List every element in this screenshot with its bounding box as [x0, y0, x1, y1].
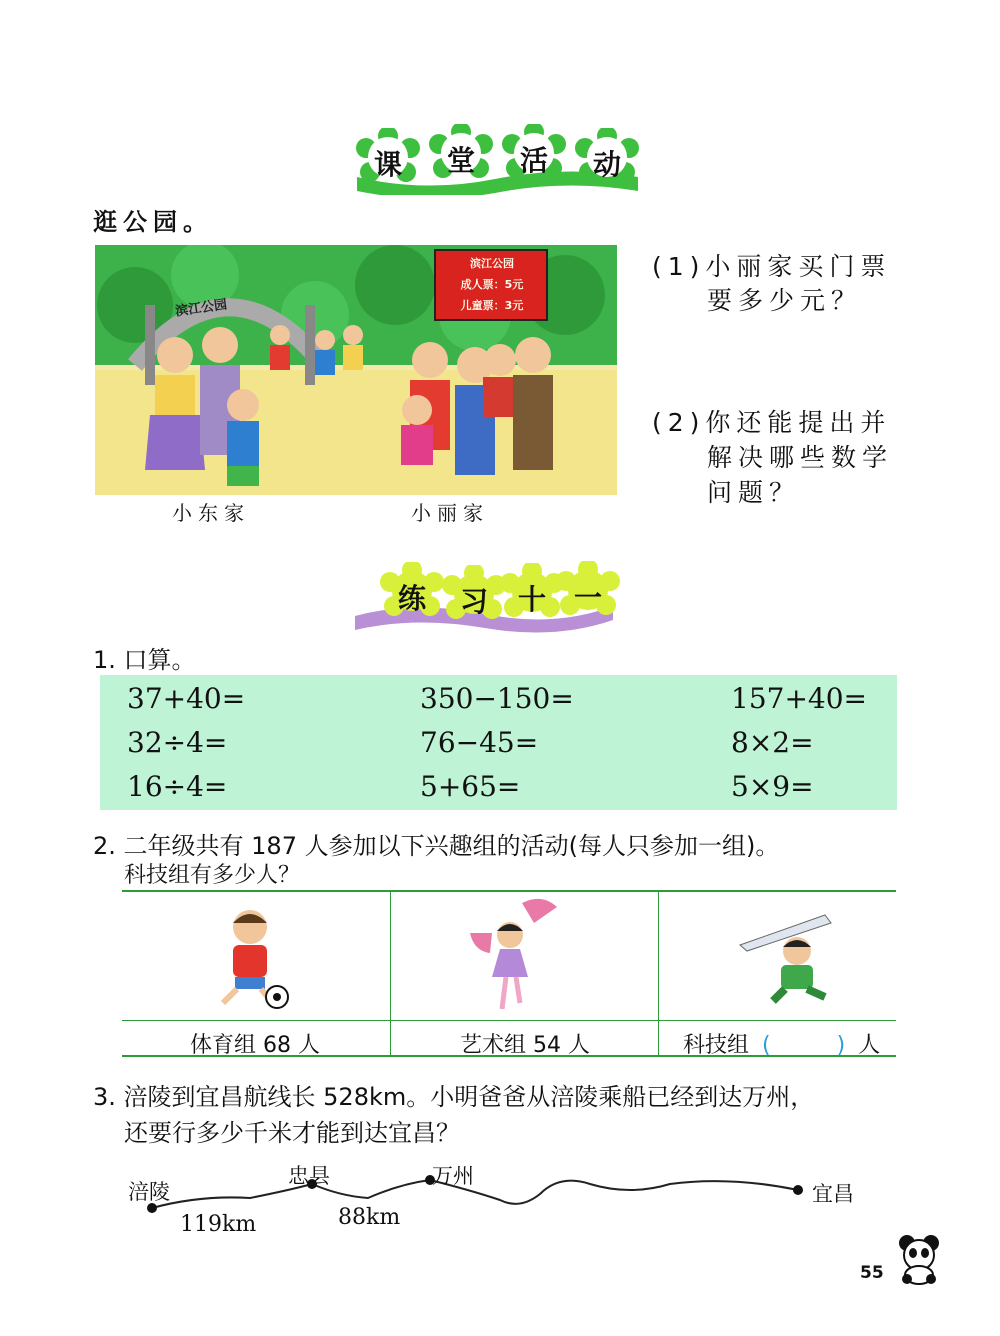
- price-board-title: 滨江公园: [470, 257, 514, 270]
- park-illustration: [95, 245, 617, 495]
- group-label-arts: 艺术组 54 人: [460, 1033, 590, 1058]
- header-flower-3: [502, 124, 566, 182]
- soccer-boy-illustration: [205, 905, 295, 1010]
- table-divider: [390, 890, 391, 1056]
- question-1: [652, 250, 891, 318]
- stop-label-wanzhou: 万州: [432, 1164, 474, 1188]
- distance-2: 88km: [338, 1205, 401, 1230]
- price-adult: 成人票：5元: [460, 278, 524, 291]
- family-left-label: 小东家: [172, 501, 250, 525]
- table-top-border: [122, 890, 896, 892]
- q2-line1: 你还能提出并: [705, 408, 892, 437]
- calc-item: 32÷4=: [127, 726, 228, 759]
- price-child: 儿童票：3元: [460, 299, 524, 312]
- exercise-flower-1: [380, 562, 444, 620]
- tech-label-b: 人: [858, 1033, 881, 1058]
- p3-line2: 还要行多少千米才能到达宜昌？: [124, 1119, 460, 1147]
- q1-line2: 要多少元？: [707, 286, 863, 315]
- header-flower-1: [356, 128, 420, 186]
- stop-label-yichang: 宜昌: [812, 1182, 854, 1206]
- calc-item: 8×2=: [731, 726, 814, 759]
- family-right-figures: [401, 337, 553, 475]
- header-char: 堂: [446, 144, 475, 177]
- p2-line2: 科技组有多少人？: [124, 863, 301, 888]
- q2-line3: 问题？: [707, 478, 801, 507]
- airplane-boy-illustration: [735, 905, 845, 1005]
- activity-title: 逛公园。: [93, 208, 213, 236]
- exercise-flower-4: [556, 561, 620, 619]
- p1-title: 1. 口算。: [93, 646, 196, 674]
- page-number: 55: [860, 1263, 884, 1283]
- question-2: [652, 405, 893, 510]
- table-divider: [658, 890, 659, 1056]
- q1-line1: 小丽家买门票: [705, 252, 892, 281]
- exercise-char: 一: [573, 581, 602, 614]
- stop-label-zhongxian: 忠县: [288, 1164, 330, 1188]
- calc-item: 350−150=: [420, 682, 574, 715]
- p2-line1: 2. 二年级共有 187 人参加以下兴趣组的活动(每人只参加一组)。: [93, 832, 780, 860]
- q2-number: (2): [652, 408, 706, 437]
- fan-dancer-illustration: [462, 893, 562, 1015]
- table-mid-border: [122, 1020, 896, 1021]
- header-flower-2: [429, 124, 493, 182]
- q2-line2: 解决哪些数学: [707, 443, 894, 472]
- group-label-tech: [683, 1028, 880, 1059]
- distance-1: 119km: [180, 1212, 257, 1237]
- calc-item: 37+40=: [127, 682, 246, 715]
- exercise-char: 习: [459, 585, 488, 618]
- panda-icon: [895, 1233, 943, 1285]
- calc-item: 5+65=: [420, 770, 521, 803]
- stop-label-fuling: 涪陵: [128, 1180, 170, 1204]
- group-label-sports: 体育组 68 人: [190, 1033, 320, 1058]
- ticket-price-board: [440, 253, 544, 316]
- answer-paren-open: (: [762, 1033, 771, 1058]
- exercise-char: 十: [517, 583, 546, 616]
- family-right-label: 小丽家: [411, 501, 489, 525]
- tech-label-a: 科技组: [683, 1033, 750, 1058]
- header-char: 动: [592, 148, 621, 181]
- header-flower-4: [575, 128, 639, 186]
- header-char: 活: [519, 144, 548, 177]
- q1-number: (1): [652, 252, 706, 281]
- stop-dot-yichang: [793, 1185, 803, 1195]
- calc-item: 157+40=: [731, 682, 867, 715]
- header-char: 课: [373, 148, 402, 181]
- calc-item: 5×9=: [731, 770, 814, 803]
- p3-line1: 3. 涪陵到宜昌航线长 528km。小明爸爸从涪陵乘船已经到达万州，: [93, 1083, 815, 1111]
- calc-item: 16÷4=: [127, 770, 228, 803]
- exercise-flower-3: [500, 563, 564, 621]
- answer-paren-close: ): [836, 1033, 846, 1058]
- exercise-char: 练: [397, 582, 426, 615]
- calc-item: 76−45=: [420, 726, 539, 759]
- exercise-flower-2: [442, 565, 506, 623]
- park-arch-sign: 滨江公园: [174, 297, 229, 320]
